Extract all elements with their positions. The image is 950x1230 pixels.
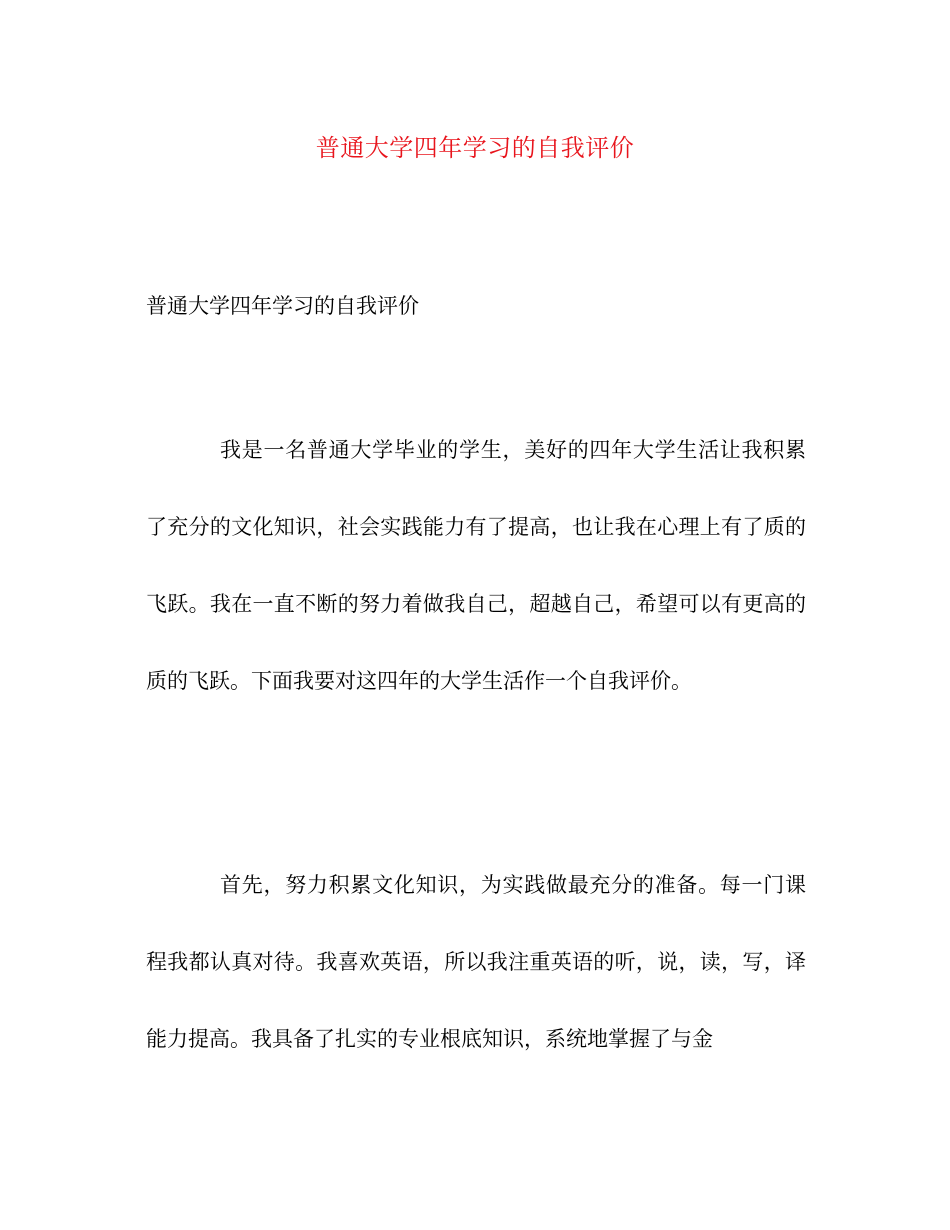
document-title: 普通大学四年学习的自我评价 [315, 134, 635, 162]
paragraph-first-point: 首先，努力积累文化知识，为实践做最充分的准备。每一门课程我都认真对待。我喜欢英语，所以我注重英语的听，说，读，写，译能力提高。我具备了扎实的专业根底知识，系统地掌握了与金 [146, 873, 806, 1051]
paragraph-intro: 我是一名普通大学毕业的学生，美好的四年大学生活让我积累了充分的文化知识，社会实践能力有了提高，也让我在心理上有了质的飞跃。我在一直不断的努力着做我自己，超越自己，希望可以有更高的质的飞跃。下面我要对这四年的大学生活作一个自我评价。 [146, 438, 806, 693]
document-subtitle: 普通大学四年学习的自我评价 [146, 294, 419, 318]
